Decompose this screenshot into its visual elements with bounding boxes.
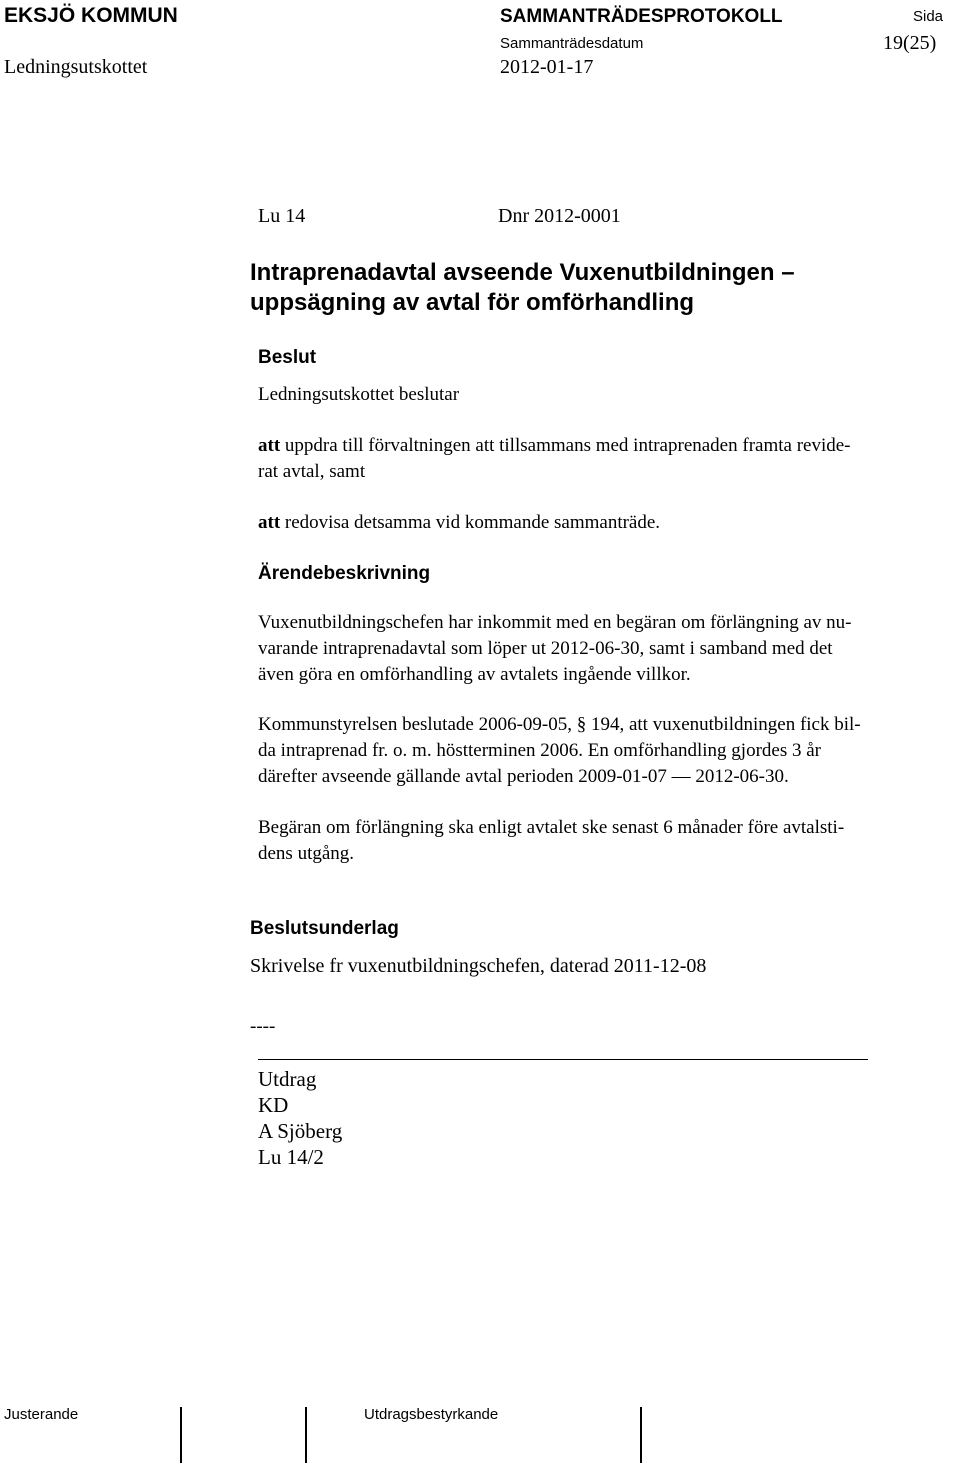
document-type: SAMMANTRÄDESPROTOKOLL [500,6,783,27]
decision-text: redovisa detsamma vid kommande sammanträde. [280,512,661,533]
decision-heading: Beslut [258,347,317,368]
distribution-item: A Sjöberg [258,1119,343,1143]
basis-text: Skrivelse fr vuxenutbildningschefen, daterad 2011-12-08 [250,955,707,977]
description-paragraph-2 [258,712,958,790]
separator-line [258,1059,868,1060]
meeting-date: 2012-01-17 [500,56,594,78]
page-number: 19(25) [883,32,937,54]
decision-text: uppdra till förvaltningen att tillsammans med intraprenaden framta revide- [280,435,851,456]
footer-justerande-label: Justerande [4,1406,79,1423]
diary-number: Dnr 2012-0001 [498,205,621,227]
decision-keyword: att [258,435,281,456]
text-line: Kommunstyrelsen beslutade 2006-09-05, § 194, att vuxenutbildningen fick bil- [258,714,861,735]
distribution-list [258,1066,342,1170]
text-line: da intraprenad fr. o. m. höstterminen 2006. En omförhandling gjordes 3 år [258,740,822,761]
footer-sign-box-divider [305,1407,307,1463]
text-line: dens utgång. [258,843,355,864]
meeting-date-label: Sammanträdesdatum [500,35,644,52]
decision-item-1 [258,433,958,485]
text-line: även göra en omförhandling av avtalets ingående villkor. [258,664,691,685]
footer-utdragsbestyrkande-label: Utdragsbestyrkande [364,1406,499,1423]
text-line: Vuxenutbildningschefen har inkommit med en begäran om förlängning av nu- [258,612,852,633]
footer-sign-box-divider [640,1407,642,1463]
decision-keyword: att [258,512,281,533]
decision-intro: Ledningsutskottet beslutar [258,384,460,405]
title-line-2: uppsägning av avtal för omförhandling [250,289,695,316]
footer-sign-box-divider [180,1407,182,1463]
text-line: därefter avseende gällande avtal perioden 2009-01-07 — 2012-06-30. [258,766,789,787]
distribution-item: Lu 14/2 [258,1145,324,1169]
paragraph-number: Lu 14 [258,205,306,227]
decision-text-cont: rat avtal, samt [258,461,366,482]
divider-text: ---- [250,1016,276,1037]
organization-name: EKSJÖ KOMMUN [4,4,178,27]
description-paragraph-3 [258,815,958,867]
page-title [250,258,890,318]
text-line: Begäran om förlängning ska enligt avtalet ske senast 6 månader före avtalsti- [258,817,845,838]
basis-heading: Beslutsunderlag [250,918,399,939]
decision-item-2 [258,510,958,536]
committee-name: Ledningsutskottet [4,56,148,78]
distribution-item: KD [258,1093,289,1117]
description-paragraph-1 [258,610,958,688]
page-label: Sida [913,8,944,25]
distribution-item: Utdrag [258,1067,317,1091]
title-line-1: Intraprenadavtal avseende Vuxenutbildningen – [250,259,795,286]
text-line: varande intraprenadavtal som löper ut 2012-06-30, samt i samband med det [258,638,833,659]
description-heading: Ärendebeskrivning [258,563,431,584]
